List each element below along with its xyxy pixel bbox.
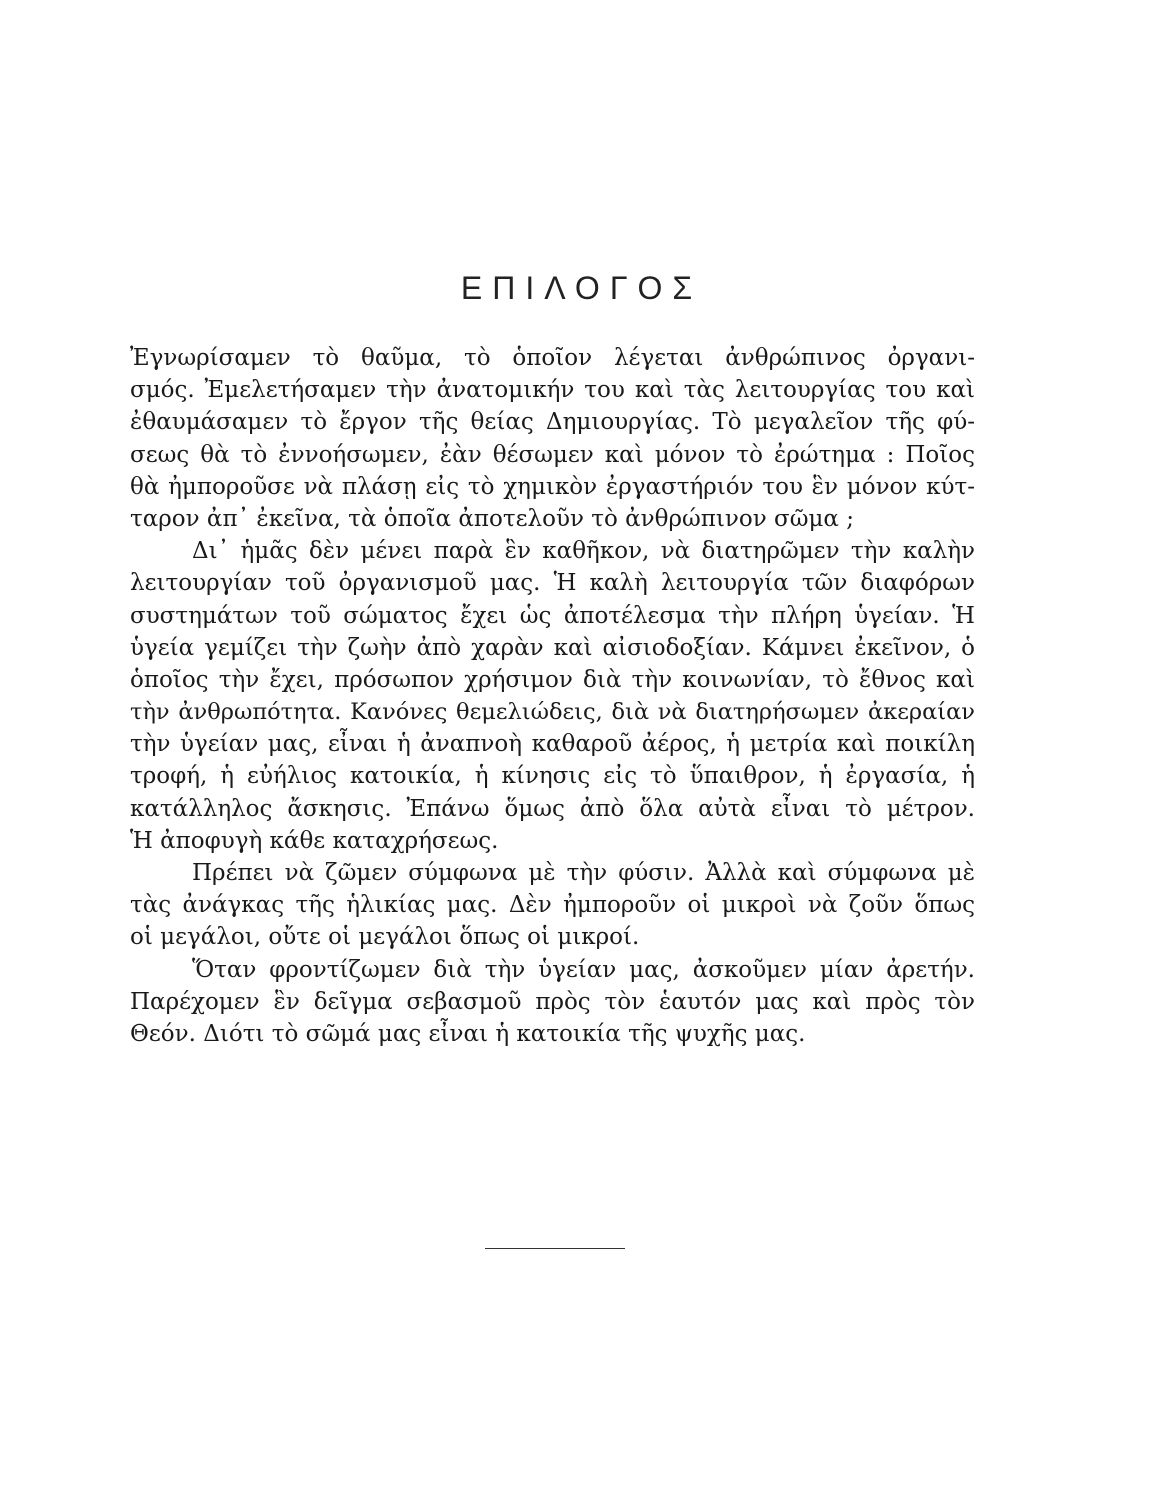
text-line: θὰ ἠμποροῦσε νὰ πλάσῃ εἰς τὸ χημικὸν ἐργαστήριόν του ἓν μόνον κύτ- [130,473,975,500]
text-line: ταρον ἀπ᾽ ἐκεῖνα, τὰ ὁποῖα ἀποτελοῦν τὸ ἀνθρώπινον σῶμα ; [130,505,855,532]
text-line: ἐθαυμάσαμεν τὸ ἔργον τῆς θείας Δημιουργίας. Τὸ μεγαλεῖον τῆς φύ- [130,409,975,436]
text-line: Πρέπει νὰ ζῶμεν σύμφωνα μὲ τὴν φύσιν. Ἀλλὰ καὶ σύμφωνα μὲ [192,860,975,886]
text-line: Παρέχομεν ἓν δεῖγμα σεβασμοῦ πρὸς τὸν ἑαυτόν μας καὶ πρὸς τὸν [130,988,975,1015]
text-line: Ὅταν φροντίζωμεν διὰ τὴν ὑγείαν μας, ἀσκοῦμεν μίαν ἀρετήν. [192,956,975,983]
epilogue-text [130,342,975,1050]
text-line: ὁποῖος τὴν ἔχει, πρόσωπον χρήσιμον διὰ τὴν κοινωνίαν, τὸ ἔθνος καὶ [130,666,975,693]
text-line: τὰς ἀνάγκας τῆς ἡλικίας μας. Δὲν ἠμποροῦν οἱ μικροὶ νὰ ζοῦν ὅπως [130,892,975,919]
text-line: τὴν ἀνθρωπότητα. Κανόνες θεμελιώδεις, διὰ νὰ διατηρήσωμεν ἀκεραίαν [130,699,975,726]
text-line: Θεόν. Διότι τὸ σῶμά μας εἶναι ἡ κατοικία τῆς ψυχῆς μας. [130,1020,806,1047]
text-line: τὴν ὑγείαν μας, εἶναι ἡ ἀναπνοὴ καθαροῦ ἀέρος, ἡ μετρία καὶ ποικίλη [130,731,975,758]
text-line: Δι᾽ ἡμᾶς δὲν μένει παρὰ ἓν καθῆκον, νὰ διατηρῶμεν τὴν καλὴν [192,538,975,565]
text-line: σεως θὰ τὸ ἐννοήσωμεν, ἐὰν θέσωμεν καὶ μόνον τὸ ἐρώτημα : Ποῖος [130,441,975,468]
text-line: Ἐγνωρίσαμεν τὸ θαῦμα, τὸ ὁποῖον λέγεται ἀνθρώπινος ὀργανι- [130,345,975,371]
text-line: λειτουργίαν τοῦ ὀργανισμοῦ μας. Ἡ καλὴ λειτουργία τῶν διαφόρων [130,570,975,597]
section-divider [485,1248,625,1249]
text-line: τροφή, ἡ εὐήλιος κατοικία, ἡ κίνησις εἰς τὸ ὕπαιθρον, ἡ ἐργασία, ἡ [130,763,975,790]
text-line: ὑγεία γεμίζει τὴν ζωὴν ἀπὸ χαρὰν καὶ αἰσιοδοξίαν. Κάμνει ἐκεῖνον, ὁ [130,634,975,661]
text-line: συστημάτων τοῦ σώματος ἔχει ὡς ἀποτέλεσμα τὴν πλήρη ὑγείαν. Ἡ [130,602,975,629]
text-line: κατάλληλος ἄσκησις. Ἐπάνω ὅμως ἀπὸ ὅλα αὐτὰ εἶναι τὸ μέτρον. [130,795,975,822]
section-title: ΕΠΙΛΟΓΟΣ [460,270,703,306]
text-line: οἱ μεγάλοι, οὔτε οἱ μεγάλοι ὅπως οἱ μικροί. [130,924,640,951]
text-line: σμός. Ἐμελετήσαμεν τὴν ἀνατομικήν του καὶ τὰς λειτουργίας του καὶ [130,377,975,404]
text-line: Ἡ ἀποφυγὴ κάθε καταχρήσεως. [130,827,499,854]
